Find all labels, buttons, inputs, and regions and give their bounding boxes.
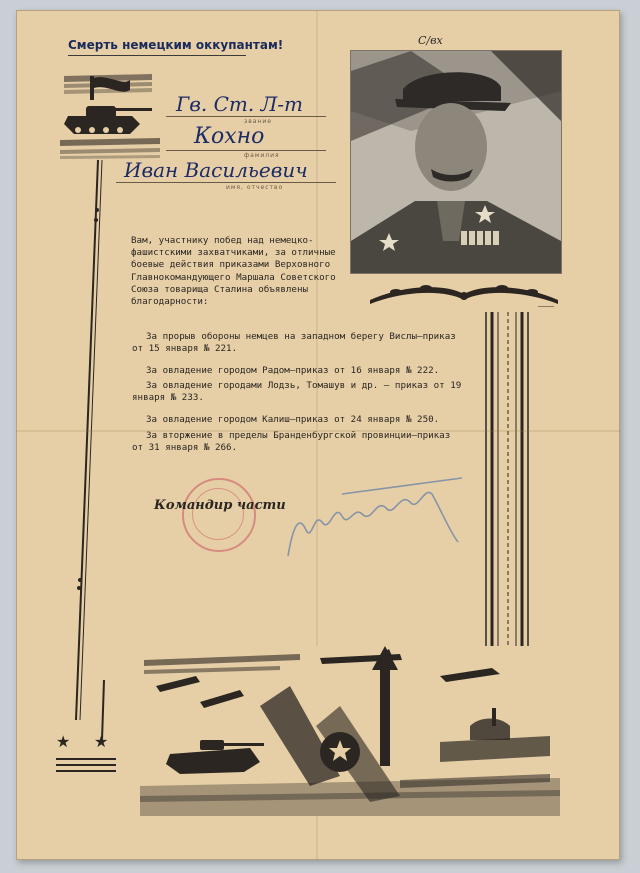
commander-title: Командир части xyxy=(154,498,286,513)
official-stamp xyxy=(182,478,256,552)
certificate-sheet xyxy=(16,10,620,860)
rank-caption: звание xyxy=(244,118,272,125)
commendation-item: За овладение городом Калиш—приказ от 24 января № 250. xyxy=(146,414,440,425)
name-field: Иван Васильевич xyxy=(124,158,308,182)
commendation-item: За овладение городами Лодзь, Томашув и др. — приказ от 19 января № 233. xyxy=(132,380,462,404)
commendation-item: За прорыв обороны немцев на западном берегу Вислы—приказ от 15 января № 221. xyxy=(132,331,456,355)
surname-field: Кохно xyxy=(194,124,265,149)
commendation-item: За овладение городом Радом—приказ от 16 января № 222. xyxy=(146,365,440,376)
surname-caption: фамилия xyxy=(244,152,280,159)
corner-handwritten-note: С/вх xyxy=(418,34,443,47)
slogan: Смерть немецким оккупантам! xyxy=(68,38,284,52)
surname-line xyxy=(166,150,326,151)
portrait-image xyxy=(350,50,562,274)
rank-field: Гв. Ст. Л-т xyxy=(176,92,303,116)
name-caption: имя, отчество xyxy=(226,184,284,191)
star-icon: ★ xyxy=(56,732,71,751)
military-illustration xyxy=(140,646,560,816)
commendation-item: За вторжение в пределы Бранденбургской провинции—приказ от 31 января № 266. xyxy=(132,430,451,454)
name-line xyxy=(116,182,336,183)
tank-emblem xyxy=(60,70,160,162)
right-border-ornament xyxy=(476,306,556,670)
left-border-ornament xyxy=(56,160,126,800)
rank-line xyxy=(166,116,326,117)
intro-text: Вам, участнику побед над немецко-фашистскими захватчиками, за отличные боевые действия приказами Верховного Главнокомандующего Маршала Советского Союза товарища Сталина объявлены благодарности: xyxy=(131,235,336,308)
slogan-underline xyxy=(68,55,246,56)
star-icon: ★ xyxy=(94,732,109,751)
signature-scribble xyxy=(282,472,482,562)
